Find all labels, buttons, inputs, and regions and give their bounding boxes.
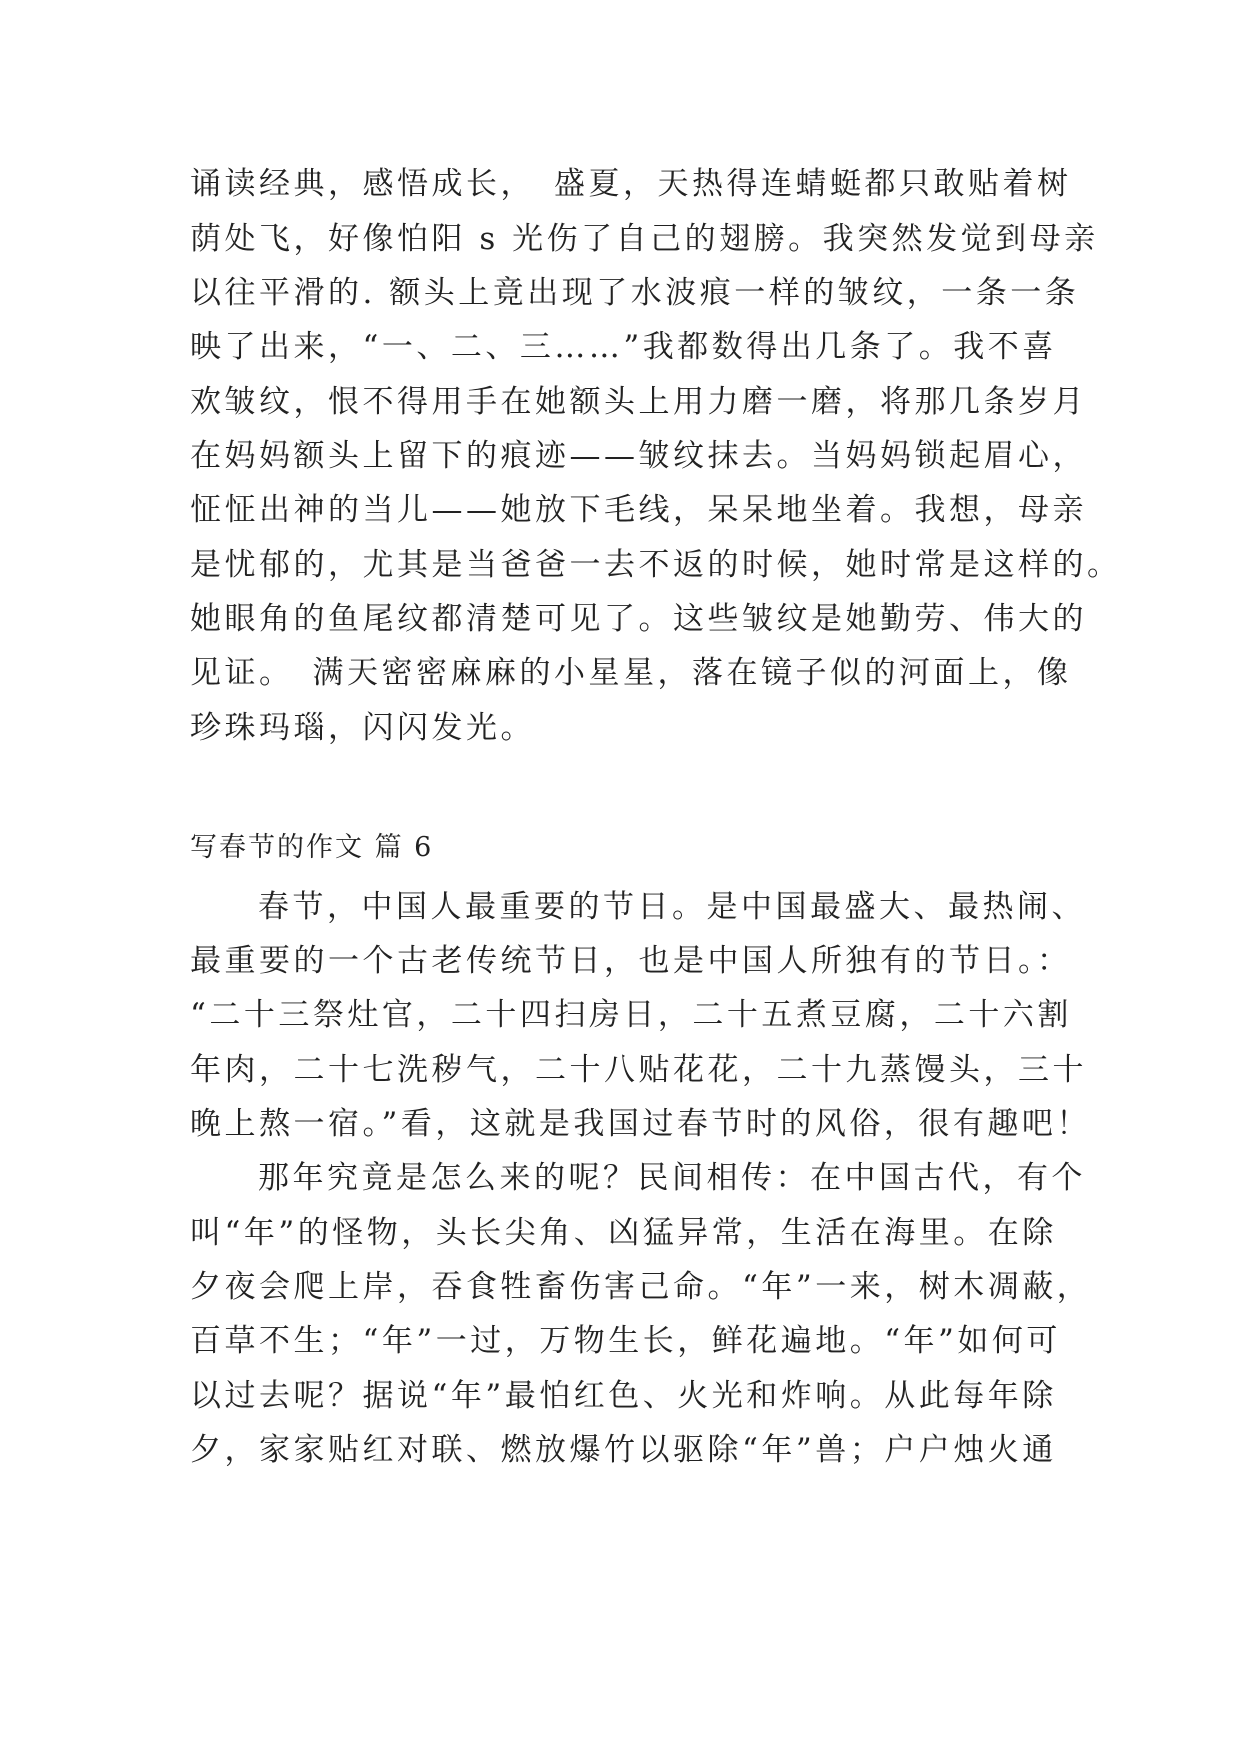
text-line: 那年究竟是怎么来的呢？民间相传：在中国古代，有个 xyxy=(258,1160,1086,1196)
text-line: 百草不生；“年”一过，万物生长，鲜花遍地。“年”如何可 xyxy=(190,1323,1061,1359)
text-line: 映了出来，“一、二、三……”我都数得出几条了。我不喜 xyxy=(190,329,1057,365)
text-line: 春节，中国人最重要的节日。是中国最盛大、最热闹、 xyxy=(258,889,1086,925)
text-line: 年肉，二十七洗秽气，二十八贴花花，二十九蒸馒头，三十 xyxy=(190,1052,1087,1088)
text-line: 她眼角的鱼尾纹都清楚可见了。这些皱纹是她勤劳、伟大的 xyxy=(190,601,1087,637)
text-line: 夕夜会爬上岸，吞食牲畜伤害己命。“年”一来，树木凋蔽， xyxy=(190,1269,1092,1305)
text-line: 见证。 满天密密麻麻的小星星，落在镜子似的河面上，像 xyxy=(190,655,1072,691)
text-line: 怔怔出神的当儿——她放下毛线，呆呆地坐着。我想，母亲 xyxy=(190,492,1087,528)
text-line: 荫处飞，好像怕阳 s 光伤了自己的翅膀。我突然发觉到母亲 xyxy=(190,221,1099,257)
text-line: 珍珠玛瑙，闪闪发光。 xyxy=(190,710,535,746)
text-line: 以往平滑的. 额头上竟出现了水波痕一样的皱纹，一条一条 xyxy=(190,275,1080,311)
section-title: 写春节的作文 篇 6 xyxy=(190,832,434,863)
text-line: 诵读经典，感悟成长， 盛夏，天热得连蜻蜓都只敢贴着树 xyxy=(190,166,1072,202)
text-line: 叫“年”的怪物，头长尖角、凶猛异常，生活在海里。在除 xyxy=(190,1215,1057,1251)
text-line: “二十三祭灶官，二十四扫房日，二十五煮豆腐，二十六割 xyxy=(190,997,1072,1033)
text-line: 夕，家家贴红对联、燃放爆竹以驱除“年”兽；户户烛火通 xyxy=(190,1432,1057,1468)
text-line: 晚上熬一宿。”看，这就是我国过春节时的风俗，很有趣吧！ xyxy=(190,1106,1091,1142)
text-line: 在妈妈额头上留下的痕迹——皱纹抹去。当妈妈锁起眉心， xyxy=(190,438,1087,474)
text-line: 最重要的一个古老传统节日，也是中国人所独有的节日。： xyxy=(190,943,1072,979)
text-line: 是忧郁的，尤其是当爸爸一去不返的时候，她时常是这样的。 xyxy=(190,547,1122,583)
text-line: 欢皱纹，恨不得用手在她额头上用力磨一磨，将那几条岁月 xyxy=(190,384,1087,420)
text-line: 以过去呢？据说“年”最怕红色、火光和炸响。从此每年除 xyxy=(190,1378,1057,1414)
